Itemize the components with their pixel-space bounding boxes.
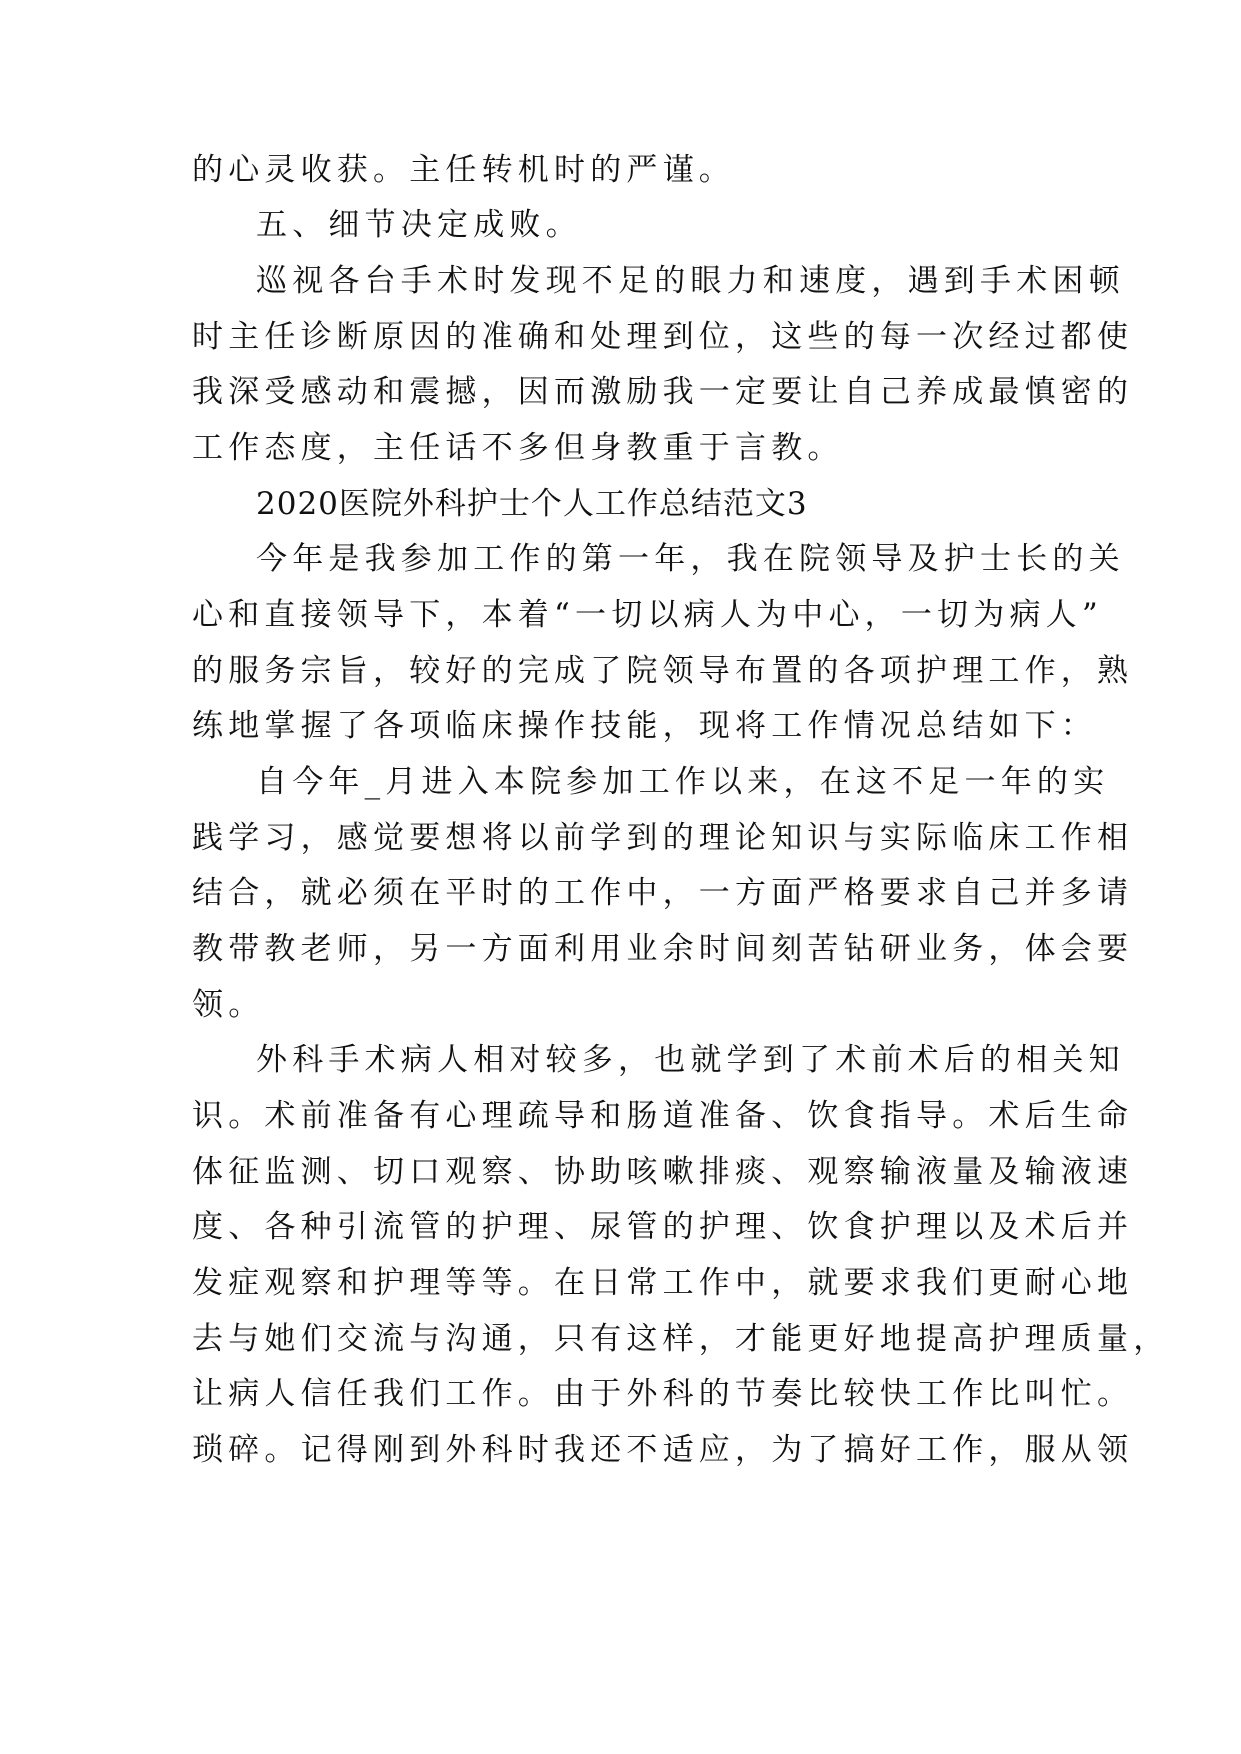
text-line: 领。 — [192, 987, 265, 1023]
text-line: 我深受感动和震撼，因而激励我一定要让自己养成最慎密的 — [192, 374, 1134, 410]
text-line: 识。术前准备有心理疏导和肠道准备、饮食指导。术后生命 — [192, 1098, 1134, 1134]
text-line: 去与她们交流与沟通，只有这样，才能更好地提高护理质量， — [192, 1321, 1170, 1357]
text-line: 让病人信任我们工作。由于外科的节奏比较快工作比叫忙。 — [192, 1376, 1134, 1412]
text-line: 结合，就必须在平时的工作中，一方面严格要求自己并多请 — [192, 875, 1134, 911]
section-heading: 五、细节决定成败。 — [256, 207, 582, 243]
text-line: 练地掌握了各项临床操作技能，现将工作情况总结如下： — [192, 708, 1097, 744]
text-line: 时主任诊断原因的准确和处理到位，这些的每一次经过都使 — [192, 319, 1134, 355]
text-line: 践学习，感觉要想将以前学到的理论知识与实际临床工作相 — [192, 820, 1134, 856]
article-title: 2020医院外科护士个人工作总结范文3 — [256, 486, 808, 522]
text-line: 教带教老师，另一方面利用业余时间刻苦钻研业务，体会要 — [192, 931, 1134, 967]
text-line: 的服务宗旨，较好的完成了院领导布置的各项护理工作，熟 — [192, 653, 1134, 689]
text-line: 体征监测、切口观察、协助咳嗽排痰、观察输液量及输液速 — [192, 1154, 1134, 1190]
text-line: 工作态度，主任话不多但身教重于言教。 — [192, 430, 844, 466]
text-line: 自今年_月进入本院参加工作以来，在这不足一年的实 — [256, 764, 1110, 800]
text-line: 琐碎。记得刚到外科时我还不适应，为了搞好工作，服从领 — [192, 1432, 1134, 1468]
text-line: 的心灵收获。主任转机时的严谨。 — [192, 152, 735, 188]
text-line: 发症观察和护理等等。在日常工作中，就要求我们更耐心地 — [192, 1265, 1134, 1301]
text-line: 度、各种引流管的护理、尿管的护理、饮食护理以及术后并 — [192, 1209, 1134, 1245]
text-line: 今年是我参加工作的第一年，我在院领导及护士长的关 — [256, 541, 1125, 577]
text-line: 巡视各台手术时发现不足的眼力和速度，遇到手术困顿 — [256, 263, 1125, 299]
text-line: 外科手术病人相对较多，也就学到了术前术后的相关知 — [256, 1042, 1125, 1078]
text-line: 心和直接领导下，本着“一切以病人为中心，一切为病人” — [192, 597, 1103, 633]
